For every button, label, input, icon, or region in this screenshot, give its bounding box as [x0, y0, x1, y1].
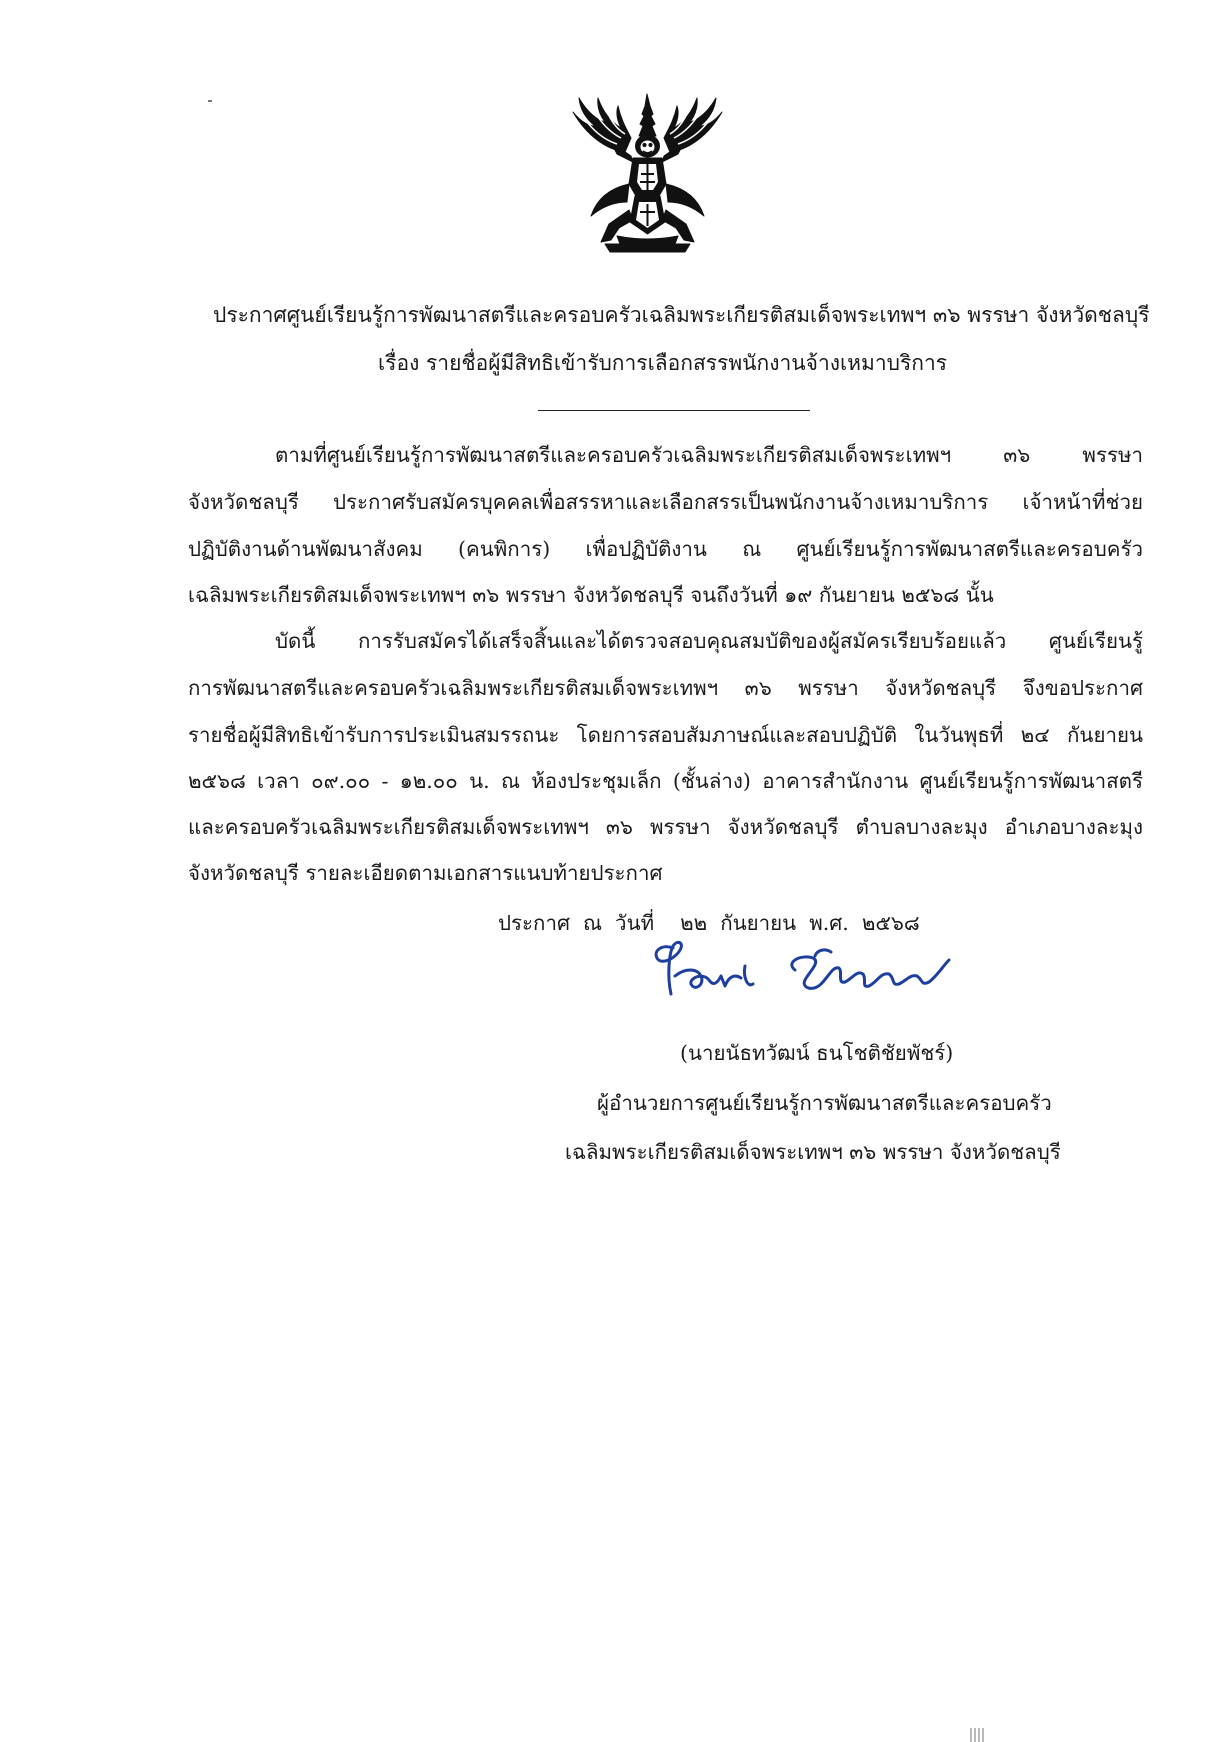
paragraph2-line: รายชื่อผู้มีสิทธิเข้ารับการประเมินสมรรถนะ โดยการสอบสัมภาษณ์และสอบปฏิบัติ ในวันพุธที่ ๒๔ กันยายน: [188, 723, 1143, 747]
paragraph2-line: ๒๕๖๘ เวลา ๐๙.๐๐ - ๑๒.๐๐ น. ณ ห้องประชุมเล็ก (ชั้นล่าง) อาคารสำนักงาน ศูนย์เรียนรู้การพัฒนาสตรี: [188, 769, 1143, 793]
announcement-subject: เรื่อง รายชื่อผู้มีสิทธิเข้ารับการเลือกสรรพนักงานจ้างเหมาบริการ: [378, 351, 948, 375]
signatory-position: ผู้อำนวยการศูนย์เรียนรู้การพัฒนาสตรีและครอบครัว: [597, 1091, 1052, 1115]
paragraph1-line: จังหวัดชลบุรี ประกาศรับสมัครบุคคลเพื่อสรรหาและเลือกสรรเป็นพนักงานจ้างเหมาบริการ เจ้าหน้าที่ช่วย: [188, 490, 1143, 514]
signatory-position-continued: เฉลิมพระเกียรติสมเด็จพระเทพฯ ๓๖ พรรษา จังหวัดชลบุรี: [565, 1140, 1061, 1164]
paragraph2-line: และครอบครัวเฉลิมพระเกียรติสมเด็จพระเทพฯ ๓๖ พรรษา จังหวัดชลบุรี ตำบลบางละมุง อำเภอบางละมุง: [188, 815, 1143, 839]
paragraph2-line: จังหวัดชลบุรี รายละเอียดตามเอกสารแนบท้ายประกาศ: [188, 861, 663, 885]
title-divider: [538, 410, 810, 411]
announcement-title: ประกาศศูนย์เรียนรู้การพัฒนาสตรีและครอบครัวเฉลิมพระเกียรติสมเด็จพระเทพฯ ๓๖ พรรษา จังหวัดชลบุรี: [213, 303, 1150, 327]
paragraph1-line: ตามที่ศูนย์เรียนรู้การพัฒนาสตรีและครอบครัวเฉลิมพระเกียรติสมเด็จพระเทพฯ ๓๖ พรรษา: [275, 443, 1143, 467]
paragraph2-line: บัดนี้ การรับสมัครได้เสร็จสิ้นและได้ตรวจสอบคุณสมบัติของผู้สมัครเรียบร้อยแล้ว ศูนย์เรียนรู้: [275, 629, 1143, 653]
paragraph1-line: ปฏิบัติงานด้านพัฒนาสังคม (คนพิการ) เพื่อปฏิบัติงาน ณ ศูนย์เรียนรู้การพัฒนาสตรีและครอบครัว: [188, 537, 1143, 561]
scan-speck: [208, 100, 212, 102]
handwritten-signature: [645, 936, 980, 1016]
signatory-name: (นายนัธทวัฒน์ ธนโชติชัยพัชร์): [680, 1041, 954, 1065]
paragraph2-line: การพัฒนาสตรีและครอบครัวเฉลิมพระเกียรติสมเด็จพระเทพฯ ๓๖ พรรษา จังหวัดชลบุรี จึงขอประกาศ: [188, 676, 1143, 700]
garuda-emblem-icon: [565, 92, 730, 257]
scan-edge-mark: [970, 1728, 984, 1742]
declaration-date: ประกาศ ณ วันที่ ๒๒ กันยายน พ.ศ. ๒๕๖๘: [498, 911, 920, 935]
paragraph1-line: เฉลิมพระเกียรติสมเด็จพระเทพฯ ๓๖ พรรษา จังหวัดชลบุรี จนถึงวันที่ ๑๙ กันยายน ๒๕๖๘ นั้น: [188, 583, 994, 607]
